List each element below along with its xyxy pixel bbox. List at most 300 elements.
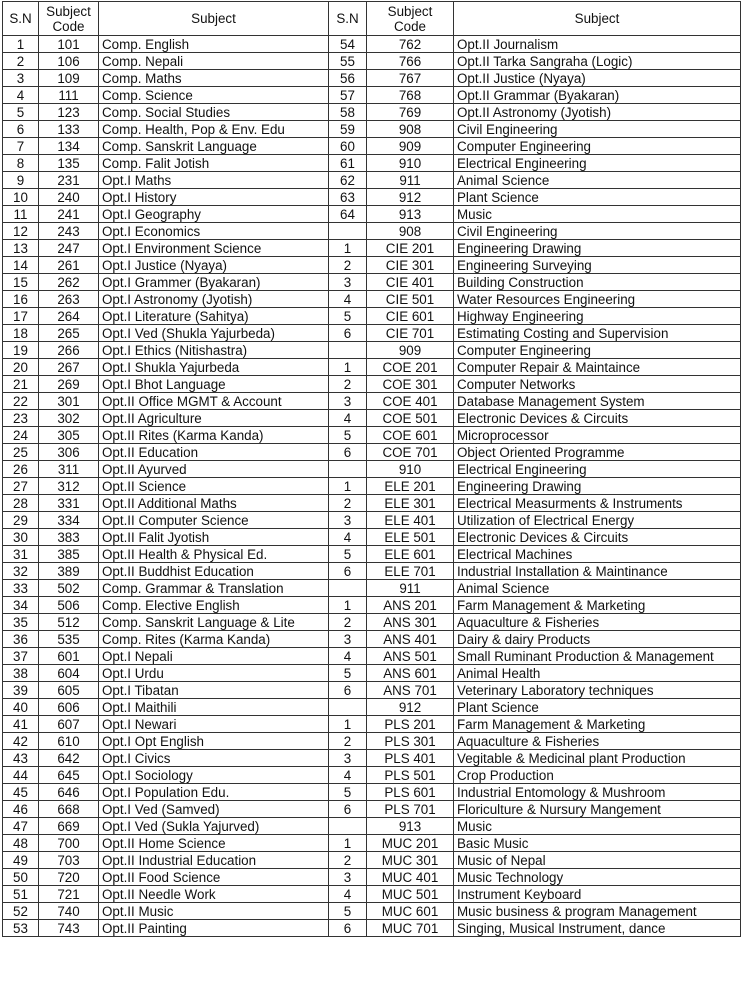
cell-sn-left: 2 <box>3 53 39 70</box>
cell-code-right: ELE 501 <box>367 529 454 546</box>
cell-sn-right: 55 <box>329 53 367 70</box>
cell-code-right: COE 401 <box>367 393 454 410</box>
cell-code-right: MUC 601 <box>367 903 454 920</box>
cell-sn-left: 17 <box>3 308 39 325</box>
header-subject-left: Subject <box>99 2 329 36</box>
table-row <box>3 818 741 835</box>
cell-code-left: 703 <box>39 852 99 869</box>
cell-sn-right: 1 <box>329 597 367 614</box>
cell-sn-left: 46 <box>3 801 39 818</box>
table-row <box>3 529 741 546</box>
table-row <box>3 274 741 291</box>
table-row <box>3 121 741 138</box>
cell-code-left: 743 <box>39 920 99 937</box>
cell-subject-left: Opt.II Rites (Karma Kanda) <box>99 427 329 444</box>
cell-subject-right: Electrical Measurments & Instruments <box>454 495 741 512</box>
table-row <box>3 699 741 716</box>
cell-code-right: PLS 301 <box>367 733 454 750</box>
table-row <box>3 189 741 206</box>
cell-code-left: 642 <box>39 750 99 767</box>
table-row <box>3 393 741 410</box>
table-row <box>3 648 741 665</box>
cell-sn-left: 5 <box>3 104 39 121</box>
cell-sn-left: 37 <box>3 648 39 665</box>
cell-code-left: 601 <box>39 648 99 665</box>
cell-code-right: ELE 401 <box>367 512 454 529</box>
cell-sn-right: 6 <box>329 801 367 818</box>
cell-subject-left: Opt.I Justice (Nyaya) <box>99 257 329 274</box>
table-row <box>3 580 741 597</box>
cell-subject-left: Opt.I Geography <box>99 206 329 223</box>
cell-sn-right <box>329 342 367 359</box>
cell-subject-right: Computer Networks <box>454 376 741 393</box>
cell-code-left: 267 <box>39 359 99 376</box>
cell-code-right: 767 <box>367 70 454 87</box>
table-row <box>3 376 741 393</box>
cell-subject-left: Opt.I Literature (Sahitya) <box>99 308 329 325</box>
cell-code-right: 912 <box>367 189 454 206</box>
cell-code-right: COE 601 <box>367 427 454 444</box>
table-row <box>3 444 741 461</box>
cell-sn-right: 5 <box>329 308 367 325</box>
cell-sn-right: 6 <box>329 325 367 342</box>
cell-subject-right: Utilization of Electrical Energy <box>454 512 741 529</box>
cell-subject-left: Opt.I Economics <box>99 223 329 240</box>
cell-code-right: MUC 701 <box>367 920 454 937</box>
cell-subject-left: Opt.II Education <box>99 444 329 461</box>
table-row <box>3 716 741 733</box>
table-row <box>3 546 741 563</box>
cell-subject-left: Opt.II Ayurved <box>99 461 329 478</box>
cell-subject-right: Animal Science <box>454 172 741 189</box>
table-row <box>3 631 741 648</box>
cell-code-left: 334 <box>39 512 99 529</box>
table-row <box>3 138 741 155</box>
cell-code-left: 261 <box>39 257 99 274</box>
cell-code-right: ELE 701 <box>367 563 454 580</box>
cell-subject-right: Music <box>454 206 741 223</box>
cell-subject-right: Electronic Devices & Circuits <box>454 529 741 546</box>
cell-subject-left: Comp. Rites (Karma Kanda) <box>99 631 329 648</box>
table-row <box>3 563 741 580</box>
table-row <box>3 172 741 189</box>
cell-subject-left: Opt.I Sociology <box>99 767 329 784</box>
cell-sn-right: 5 <box>329 546 367 563</box>
cell-subject-right: Electrical Machines <box>454 546 741 563</box>
table-row <box>3 240 741 257</box>
cell-sn-right: 3 <box>329 274 367 291</box>
cell-sn-left: 14 <box>3 257 39 274</box>
header-code-left-text: Subject Code <box>46 3 91 34</box>
cell-subject-right: Instrument Keyboard <box>454 886 741 903</box>
cell-code-right: COE 701 <box>367 444 454 461</box>
cell-code-left: 535 <box>39 631 99 648</box>
cell-subject-right: Electrical Engineering <box>454 155 741 172</box>
cell-subject-right: Civil Engineering <box>454 121 741 138</box>
cell-sn-right: 2 <box>329 733 367 750</box>
cell-sn-right: 5 <box>329 665 367 682</box>
cell-code-right: ELE 201 <box>367 478 454 495</box>
header-sn-left: S.N <box>3 2 39 36</box>
cell-subject-right: Opt.II Grammar (Byakaran) <box>454 87 741 104</box>
cell-sn-right: 4 <box>329 648 367 665</box>
table-row <box>3 308 741 325</box>
cell-code-right: ANS 501 <box>367 648 454 665</box>
cell-sn-left: 3 <box>3 70 39 87</box>
cell-subject-left: Opt.II Falit Jyotish <box>99 529 329 546</box>
cell-subject-right: Database Management System <box>454 393 741 410</box>
table-row <box>3 36 741 53</box>
cell-sn-left: 15 <box>3 274 39 291</box>
cell-sn-right: 3 <box>329 631 367 648</box>
cell-sn-left: 42 <box>3 733 39 750</box>
cell-subject-left: Opt.II Music <box>99 903 329 920</box>
cell-code-right: ANS 701 <box>367 682 454 699</box>
cell-sn-right <box>329 223 367 240</box>
cell-sn-left: 18 <box>3 325 39 342</box>
table-row <box>3 410 741 427</box>
cell-sn-left: 21 <box>3 376 39 393</box>
cell-sn-left: 24 <box>3 427 39 444</box>
table-row <box>3 597 741 614</box>
cell-subject-right: Computer Repair & Maintaince <box>454 359 741 376</box>
table-row <box>3 512 741 529</box>
table-row <box>3 495 741 512</box>
cell-subject-right: Farm Management & Marketing <box>454 597 741 614</box>
cell-subject-left: Opt.I Ved (Sukla Yajurved) <box>99 818 329 835</box>
cell-subject-left: Opt.II Home Science <box>99 835 329 852</box>
cell-code-left: 669 <box>39 818 99 835</box>
cell-sn-right: 3 <box>329 512 367 529</box>
cell-subject-left: Comp. Science <box>99 87 329 104</box>
cell-subject-right: Electronic Devices & Circuits <box>454 410 741 427</box>
cell-subject-left: Opt.I Newari <box>99 716 329 733</box>
cell-sn-left: 39 <box>3 682 39 699</box>
cell-code-left: 134 <box>39 138 99 155</box>
cell-subject-right: Dairy & dairy Products <box>454 631 741 648</box>
table-row <box>3 325 741 342</box>
cell-subject-right: Opt.II Tarka Sangraha (Logic) <box>454 53 741 70</box>
cell-subject-right: Opt.II Journalism <box>454 36 741 53</box>
cell-subject-left: Opt.I History <box>99 189 329 206</box>
cell-code-right: ANS 301 <box>367 614 454 631</box>
table-row <box>3 733 741 750</box>
cell-code-right: MUC 301 <box>367 852 454 869</box>
cell-sn-left: 35 <box>3 614 39 631</box>
cell-subject-left: Opt.I Environment Science <box>99 240 329 257</box>
cell-code-left: 247 <box>39 240 99 257</box>
cell-sn-right: 1 <box>329 359 367 376</box>
cell-code-left: 311 <box>39 461 99 478</box>
table-row <box>3 478 741 495</box>
cell-code-right: 908 <box>367 121 454 138</box>
cell-code-right: 766 <box>367 53 454 70</box>
cell-code-right: CIE 401 <box>367 274 454 291</box>
cell-code-left: 607 <box>39 716 99 733</box>
cell-subject-left: Comp. Grammar & Translation <box>99 580 329 597</box>
cell-subject-left: Opt.I Bhot Language <box>99 376 329 393</box>
cell-sn-right: 2 <box>329 376 367 393</box>
cell-code-right: PLS 401 <box>367 750 454 767</box>
cell-sn-right: 4 <box>329 410 367 427</box>
cell-sn-left: 52 <box>3 903 39 920</box>
header-code-right-text: Subject Code <box>387 3 433 34</box>
cell-subject-right: Veterinary Laboratory techniques <box>454 682 741 699</box>
cell-sn-left: 43 <box>3 750 39 767</box>
cell-sn-right: 4 <box>329 291 367 308</box>
cell-subject-right: Music of Nepal <box>454 852 741 869</box>
cell-code-left: 604 <box>39 665 99 682</box>
cell-subject-right: Basic Music <box>454 835 741 852</box>
cell-subject-left: Opt.I Opt English <box>99 733 329 750</box>
cell-code-left: 266 <box>39 342 99 359</box>
cell-subject-left: Comp. Sanskrit Language <box>99 138 329 155</box>
cell-sn-right: 64 <box>329 206 367 223</box>
cell-sn-right: 2 <box>329 614 367 631</box>
table-row <box>3 682 741 699</box>
cell-code-right: PLS 701 <box>367 801 454 818</box>
cell-code-left: 111 <box>39 87 99 104</box>
cell-subject-right: Farm Management & Marketing <box>454 716 741 733</box>
cell-subject-left: Opt.I Civics <box>99 750 329 767</box>
cell-subject-left: Comp. Nepali <box>99 53 329 70</box>
cell-subject-right: Singing, Musical Instrument, dance <box>454 920 741 937</box>
cell-code-left: 668 <box>39 801 99 818</box>
cell-subject-left: Opt.I Ethics (Nitishastra) <box>99 342 329 359</box>
cell-code-left: 312 <box>39 478 99 495</box>
cell-sn-right: 60 <box>329 138 367 155</box>
cell-sn-left: 20 <box>3 359 39 376</box>
cell-subject-right: Water Resources Engineering <box>454 291 741 308</box>
cell-code-left: 385 <box>39 546 99 563</box>
cell-subject-right: Crop Production <box>454 767 741 784</box>
cell-sn-right: 2 <box>329 495 367 512</box>
cell-code-left: 241 <box>39 206 99 223</box>
cell-sn-right: 4 <box>329 529 367 546</box>
cell-code-left: 512 <box>39 614 99 631</box>
cell-subject-right: Music business & program Management <box>454 903 741 920</box>
cell-code-left: 231 <box>39 172 99 189</box>
cell-subject-left: Opt.I Population Edu. <box>99 784 329 801</box>
cell-subject-left: Opt.II Additional Maths <box>99 495 329 512</box>
table-row <box>3 869 741 886</box>
cell-code-left: 240 <box>39 189 99 206</box>
table-row <box>3 342 741 359</box>
cell-subject-right: Music <box>454 818 741 835</box>
cell-code-right: 768 <box>367 87 454 104</box>
cell-subject-left: Opt.II Painting <box>99 920 329 937</box>
cell-code-left: 243 <box>39 223 99 240</box>
cell-code-left: 101 <box>39 36 99 53</box>
cell-sn-left: 53 <box>3 920 39 937</box>
table-row <box>3 750 741 767</box>
cell-sn-left: 26 <box>3 461 39 478</box>
cell-code-left: 610 <box>39 733 99 750</box>
header-sn-right: S.N <box>329 2 367 36</box>
cell-subject-right: Highway Engineering <box>454 308 741 325</box>
cell-code-right: ELE 601 <box>367 546 454 563</box>
table-row <box>3 784 741 801</box>
cell-sn-left: 30 <box>3 529 39 546</box>
cell-subject-right: Estimating Costing and Supervision <box>454 325 741 342</box>
cell-sn-right <box>329 818 367 835</box>
table-row <box>3 427 741 444</box>
cell-sn-right: 6 <box>329 444 367 461</box>
cell-sn-left: 1 <box>3 36 39 53</box>
cell-code-right: 910 <box>367 155 454 172</box>
cell-code-right: COE 301 <box>367 376 454 393</box>
cell-sn-right: 4 <box>329 886 367 903</box>
cell-subject-left: Opt.II Office MGMT & Account <box>99 393 329 410</box>
cell-subject-left: Comp. English <box>99 36 329 53</box>
cell-code-right: CIE 301 <box>367 257 454 274</box>
cell-code-left: 302 <box>39 410 99 427</box>
table-body <box>3 36 741 937</box>
cell-code-left: 269 <box>39 376 99 393</box>
header-row <box>3 2 741 36</box>
cell-subject-right: Microprocessor <box>454 427 741 444</box>
table-row <box>3 852 741 869</box>
cell-code-right: ANS 601 <box>367 665 454 682</box>
table-row <box>3 291 741 308</box>
cell-code-left: 645 <box>39 767 99 784</box>
cell-code-right: 762 <box>367 36 454 53</box>
cell-sn-right: 59 <box>329 121 367 138</box>
cell-sn-left: 48 <box>3 835 39 852</box>
cell-sn-left: 8 <box>3 155 39 172</box>
cell-subject-left: Opt.I Ved (Shukla Yajurbeda) <box>99 325 329 342</box>
cell-sn-right: 1 <box>329 478 367 495</box>
table-row <box>3 835 741 852</box>
cell-code-right: PLS 201 <box>367 716 454 733</box>
cell-subject-left: Opt.II Health & Physical Ed. <box>99 546 329 563</box>
cell-code-left: 646 <box>39 784 99 801</box>
cell-sn-left: 23 <box>3 410 39 427</box>
cell-sn-right: 57 <box>329 87 367 104</box>
cell-code-right: 769 <box>367 104 454 121</box>
cell-sn-left: 11 <box>3 206 39 223</box>
cell-sn-right: 3 <box>329 393 367 410</box>
cell-sn-left: 32 <box>3 563 39 580</box>
table-row <box>3 614 741 631</box>
cell-sn-left: 27 <box>3 478 39 495</box>
cell-sn-right: 2 <box>329 852 367 869</box>
cell-sn-right: 62 <box>329 172 367 189</box>
cell-code-right: MUC 501 <box>367 886 454 903</box>
cell-code-right: 911 <box>367 580 454 597</box>
cell-sn-left: 38 <box>3 665 39 682</box>
cell-code-left: 502 <box>39 580 99 597</box>
cell-subject-left: Opt.I Maths <box>99 172 329 189</box>
table-row <box>3 886 741 903</box>
cell-subject-left: Comp. Maths <box>99 70 329 87</box>
cell-subject-left: Opt.II Agriculture <box>99 410 329 427</box>
cell-subject-left: Opt.I Shukla Yajurbeda <box>99 359 329 376</box>
cell-subject-right: Computer Engineering <box>454 342 741 359</box>
table-row <box>3 903 741 920</box>
cell-sn-left: 36 <box>3 631 39 648</box>
cell-subject-right: Industrial Entomology & Mushroom <box>454 784 741 801</box>
cell-sn-left: 13 <box>3 240 39 257</box>
cell-code-right: ANS 201 <box>367 597 454 614</box>
cell-code-right: 909 <box>367 342 454 359</box>
cell-subject-right: Aquaculture & Fisheries <box>454 614 741 631</box>
table-row <box>3 665 741 682</box>
table-row <box>3 767 741 784</box>
cell-sn-right: 54 <box>329 36 367 53</box>
table-row <box>3 223 741 240</box>
cell-subject-left: Opt.II Needle Work <box>99 886 329 903</box>
cell-sn-right: 61 <box>329 155 367 172</box>
cell-code-right: PLS 601 <box>367 784 454 801</box>
cell-code-right: CIE 201 <box>367 240 454 257</box>
cell-subject-right: Small Ruminant Production & Management <box>454 648 741 665</box>
cell-code-left: 263 <box>39 291 99 308</box>
cell-subject-right: Engineering Surveying <box>454 257 741 274</box>
cell-subject-left: Opt.II Computer Science <box>99 512 329 529</box>
cell-code-right: CIE 601 <box>367 308 454 325</box>
cell-sn-right: 6 <box>329 563 367 580</box>
cell-sn-right: 5 <box>329 784 367 801</box>
cell-code-right: PLS 501 <box>367 767 454 784</box>
cell-subject-left: Opt.I Tibatan <box>99 682 329 699</box>
cell-code-right: 910 <box>367 461 454 478</box>
cell-code-left: 700 <box>39 835 99 852</box>
cell-sn-right: 6 <box>329 920 367 937</box>
cell-code-right: 908 <box>367 223 454 240</box>
cell-subject-left: Comp. Social Studies <box>99 104 329 121</box>
cell-subject-right: Plant Science <box>454 699 741 716</box>
cell-code-right: CIE 701 <box>367 325 454 342</box>
cell-sn-right: 1 <box>329 835 367 852</box>
cell-sn-left: 34 <box>3 597 39 614</box>
header-code-left <box>39 2 99 36</box>
cell-subject-right: Building Construction <box>454 274 741 291</box>
cell-sn-left: 49 <box>3 852 39 869</box>
cell-subject-left: Comp. Sanskrit Language & Lite <box>99 614 329 631</box>
cell-code-right: ELE 301 <box>367 495 454 512</box>
cell-code-right: 913 <box>367 818 454 835</box>
cell-subject-right: Animal Science <box>454 580 741 597</box>
cell-code-left: 740 <box>39 903 99 920</box>
cell-code-right: CIE 501 <box>367 291 454 308</box>
cell-subject-right: Aquaculture & Fisheries <box>454 733 741 750</box>
cell-sn-right <box>329 461 367 478</box>
cell-subject-right: Electrical Engineering <box>454 461 741 478</box>
cell-sn-left: 12 <box>3 223 39 240</box>
cell-subject-left: Comp. Health, Pop & Env. Edu <box>99 121 329 138</box>
cell-subject-right: Floriculture & Nursury Mangement <box>454 801 741 818</box>
cell-code-right: 909 <box>367 138 454 155</box>
cell-subject-right: Industrial Installation & Maintinance <box>454 563 741 580</box>
cell-code-left: 606 <box>39 699 99 716</box>
cell-code-right: 912 <box>367 699 454 716</box>
cell-subject-right: Engineering Drawing <box>454 478 741 495</box>
header-subject-right: Subject <box>454 2 741 36</box>
cell-sn-left: 7 <box>3 138 39 155</box>
cell-code-left: 301 <box>39 393 99 410</box>
cell-code-left: 506 <box>39 597 99 614</box>
cell-code-left: 133 <box>39 121 99 138</box>
cell-code-left: 720 <box>39 869 99 886</box>
cell-sn-left: 40 <box>3 699 39 716</box>
cell-code-left: 106 <box>39 53 99 70</box>
cell-subject-right: Engineering Drawing <box>454 240 741 257</box>
cell-sn-left: 33 <box>3 580 39 597</box>
cell-sn-left: 16 <box>3 291 39 308</box>
cell-subject-left: Opt.I Maithili <box>99 699 329 716</box>
cell-sn-left: 28 <box>3 495 39 512</box>
